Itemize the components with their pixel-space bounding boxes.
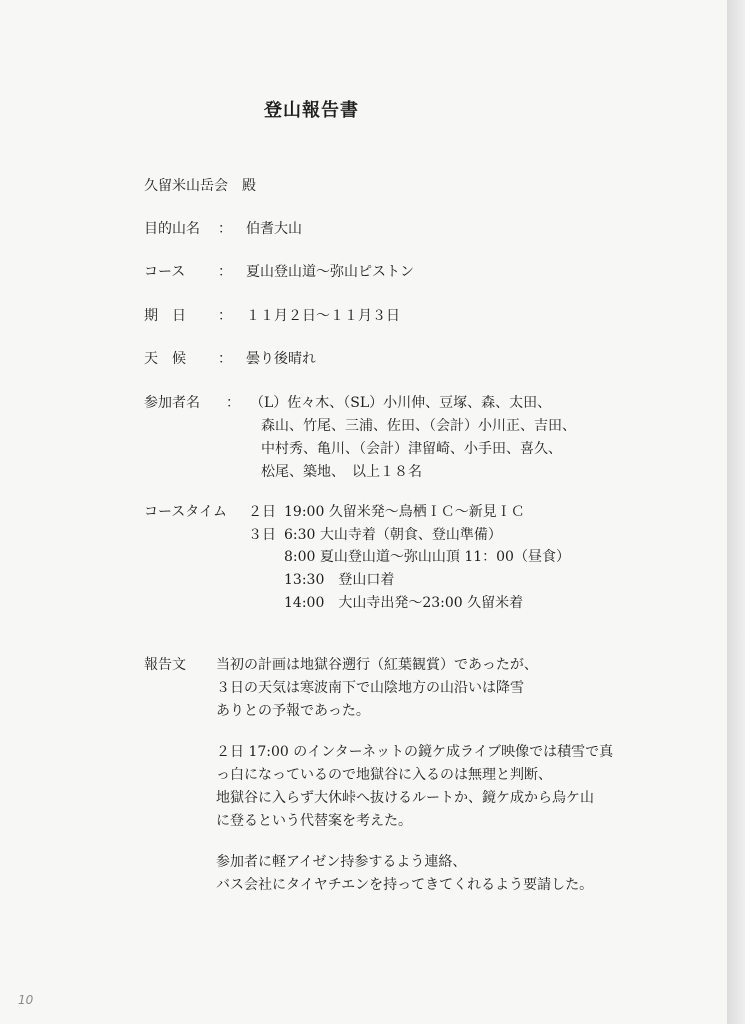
- course-time-day3: ３日: [248, 527, 276, 543]
- report-line: 参加者に軽アイゼン持参するよう連絡、: [216, 854, 467, 870]
- report-line: ありとの予報であった。: [216, 703, 370, 719]
- page-number-note: 10: [18, 993, 34, 1007]
- course-time-day2: ２日: [248, 504, 276, 520]
- participants-line: （L）佐々木、（SL）小川伸、豆塚、森、太田、: [250, 395, 552, 411]
- report-line: 地獄谷に入らず大休峠へ抜けるルートか、鏡ケ成から烏ケ山: [216, 790, 594, 806]
- participants-line: 森山、竹尾、三浦、佐田、（会計）小川正、吉田、: [261, 418, 576, 434]
- report-line: ３日の天気は寒波南下で山陰地方の山沿いは降雪: [216, 680, 524, 696]
- mountain-sep: ：: [218, 221, 232, 237]
- addressee: 久留米山岳会 殿: [144, 178, 256, 194]
- weather-sep: ：: [218, 351, 232, 367]
- page-edge: [727, 0, 745, 1024]
- participants-label: 参加者名: [144, 395, 200, 411]
- period-sep: ：: [218, 308, 232, 324]
- course-time-line: 8:00 夏山登山道～弥山山頂 11：00（昼食）: [284, 549, 570, 565]
- report-line: に登るという代替案を考えた。: [216, 813, 412, 829]
- mountain-label: 目的山名: [144, 221, 200, 237]
- weather-value: 曇り後晴れ: [246, 351, 316, 367]
- report-line: っ白になっているので地獄谷に入るのは無理と判断、: [216, 767, 552, 783]
- report-line: 当初の計画は地獄谷遡行（紅葉観賞）であったが、: [216, 657, 538, 673]
- course-label: コース: [144, 264, 186, 280]
- course-time-label: コースタイム: [144, 504, 228, 520]
- participants-line: 松尾、築地、 以上１８名: [261, 464, 422, 480]
- document-title: 登山報告書: [264, 100, 359, 121]
- period-label: 期 日: [144, 308, 186, 324]
- weather-label: 天 候: [144, 351, 186, 367]
- report-label: 報告文: [144, 657, 186, 673]
- course-time-line: 19:00 久留米発～鳥栖ＩＣ～新見ＩＣ: [284, 504, 525, 520]
- course-value: 夏山登山道～弥山ピストン: [246, 264, 414, 280]
- course-time-line: 14:00 大山寺出発～23:00 久留米着: [284, 595, 524, 611]
- report-line: バス会社にタイヤチエンを持ってきてくれるよう要請した。: [216, 877, 594, 893]
- course-time-line: 13:30 登山口着: [284, 572, 395, 588]
- participants-line: 中村秀、亀川、（会計）津留崎、小手田、喜久、: [261, 441, 562, 457]
- course-sep: ：: [218, 264, 232, 280]
- course-time-line: 6:30 大山寺着（朝食、登山準備）: [284, 527, 502, 543]
- mountain-value: 伯耆大山: [246, 221, 302, 237]
- report-line: ２日 17:00 のインターネットの鏡ケ成ライブ映像では積雪で真: [216, 744, 614, 760]
- participants-sep: ：: [226, 395, 240, 411]
- period-value: １１月２日～１１月３日: [246, 308, 400, 324]
